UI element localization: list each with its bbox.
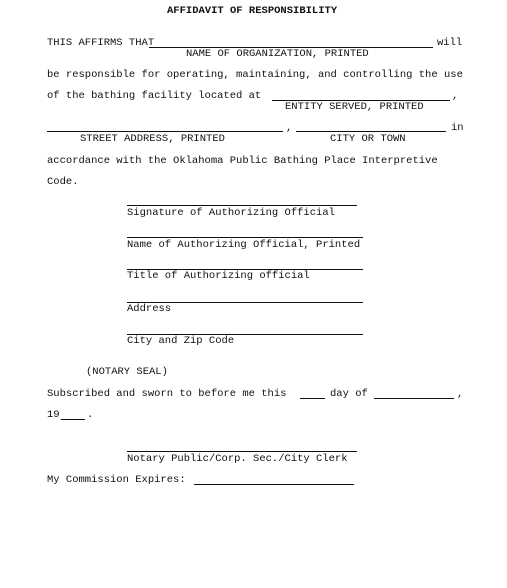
commission-expires-line[interactable] [194,484,354,485]
code-text: Code. [47,176,79,188]
accordance-text: accordance with the Oklahoma Public Bathing Place Interpretive [47,155,438,167]
responsible-text: be responsible for operating, maintaining, and controlling the use [47,69,463,81]
affirms-trail: will [437,37,463,49]
sworn-lead: Subscribed and sworn to before me this [47,388,287,400]
affirms-lead: THIS AFFIRMS THAT [47,37,155,49]
city-zip-caption: City and Zip Code [127,335,235,347]
sworn-day-line[interactable] [300,398,325,399]
facility-lead: of the bathing facility located at [47,90,262,102]
address-in: in [451,122,464,134]
notary-signature-line[interactable] [127,451,357,452]
address-caption: Address [127,303,172,315]
sworn-comma: , [457,388,464,400]
city-town-line[interactable] [296,131,446,132]
year-suffix: . [87,409,94,421]
year-line[interactable] [61,419,85,420]
address-comma: , [286,122,293,134]
sworn-day-of: day of [330,388,368,400]
city-town-caption: CITY OR TOWN [330,133,406,145]
signature-caption: Signature of Authorizing Official [127,207,335,219]
official-name-caption: Name of Authorizing Official, Printed [127,239,361,251]
official-name-line[interactable] [127,237,363,238]
official-title-caption: Title of Authorizing official [127,270,310,282]
signature-line[interactable] [127,205,357,206]
document-title: AFFIDAVIT OF RESPONSIBILITY [167,5,338,17]
notary-seal-label: (NOTARY SEAL) [86,366,168,378]
year-prefix: 19 [47,409,60,421]
commission-label: My Commission Expires: [47,474,186,486]
facility-comma: , [452,90,459,102]
street-address-caption: STREET ADDRESS, PRINTED [80,133,225,145]
sworn-month-line[interactable] [374,398,454,399]
entity-served-caption: ENTITY SERVED, PRINTED [285,101,424,113]
street-address-line[interactable] [47,131,283,132]
notary-caption: Notary Public/Corp. Sec./City Clerk [127,453,348,465]
organization-name-caption: NAME OF ORGANIZATION, PRINTED [186,48,369,60]
